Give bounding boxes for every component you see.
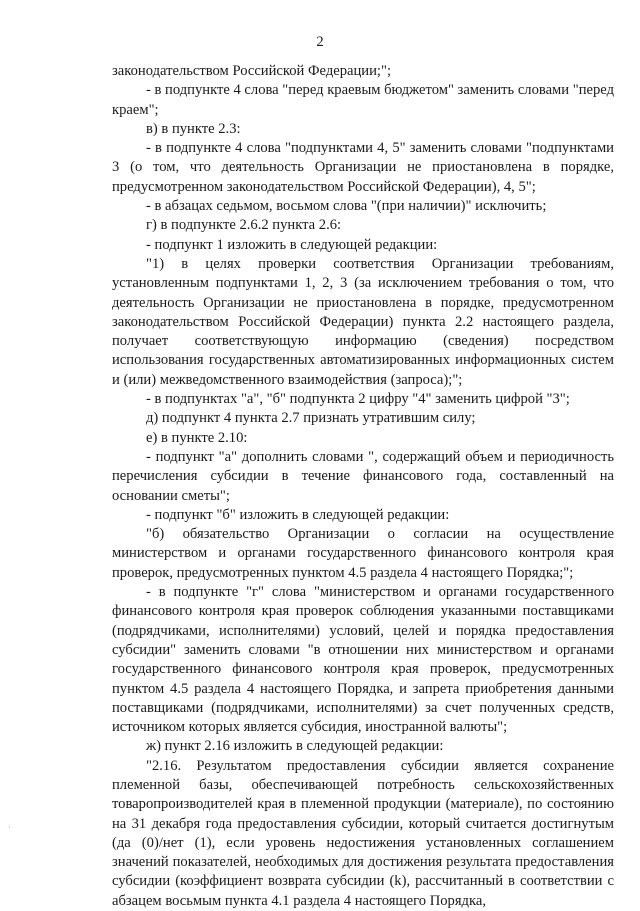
document-body: [112, 62, 614, 911]
paragraph: - подпункт "б" изложить в следующей редакции:: [146, 506, 450, 523]
paragraph: - подпункт "а" дополнить словами ", содержащий объем и периодичность перечисления субсидии в течение финансового года, составленный на основании сметы";: [112, 448, 614, 504]
paragraph: г) в подпункте 2.6.2 пункта 2.6:: [146, 217, 342, 234]
paragraph: - в подпункте "г" слова "министерством и органами государственного финансового контроля края проверок соблюдения указанными поставщиками (подрядчиками, исполнителями) условий, целей и порядка предоставления субсидии" заменить словами "в отношении них министерством и органами государственного финансового контроля края проверок, предусмотренных пунктом 4.5 раздела 4 настоящего Порядка, и запрета приобретения данными поставщиками (подрядчиками, исполнителями) за счет полученных средств, источником которых является субсидия, иностранной валюты";: [112, 584, 614, 736]
paragraph: ж) пункт 2.16 изложить в следующей редакции:: [146, 738, 444, 755]
paragraph: - в подпункте 4 слова "перед краевым бюджетом" заменить словами "перед краем";: [112, 82, 614, 118]
paragraph: в) в пункте 2.3:: [146, 120, 241, 137]
paragraph: "1) в целях проверки соответствия Организации требованиям, установленным подпунктами 1, 2, 3 (за исключением требования о том, что деятельность Организации не приостановлена в порядке, предусмотренном законодательством Российской Федерации) пункта 2.2 настоящего раздела, получает соответствующую информацию (сведения) посредством использования государственных автоматизированных информационных систем и (или) межведомственного взаимодействия (запроса);";: [112, 255, 614, 388]
page-number: 2: [316, 34, 324, 50]
paragraph: "б) обязательство Организации о согласии на осуществление министерством и органами государственного финансового контроля края проверок, предусмотренных пунктом 4.5 раздела 4 настоящего Порядка;";: [112, 526, 614, 581]
margin-mark: ·: [8, 823, 11, 832]
paragraph: - в абзацах седьмом, восьмом слова "(при наличии)" исключить;: [146, 198, 547, 215]
paragraph: - в подпунктах "а", "б" подпункта 2 цифру "4" заменить цифрой "3";: [146, 391, 570, 408]
paragraph: - подпункт 1 изложить в следующей редакции:: [146, 236, 438, 253]
paragraph: д) подпункт 4 пункта 2.7 признать утратившим силу;: [146, 410, 476, 427]
paragraph: законодательством Российской Федерации;";: [112, 63, 391, 79]
paragraph: - в подпункте 4 слова "подпунктами 4, 5" заменить словами "подпунктами 3 (о том, что деятельность Организации не приостановлена в порядке, предусмотренном законодательством Российской Федерации), 4, 5";: [112, 140, 614, 195]
paragraph: е) в пункте 2.10:: [146, 429, 248, 446]
paragraph: "2.16. Результатом предоставления субсидии является сохранение племенной базы, обеспечивающей потребность сельскохозяйственных товаропроизводителей края в племенной продукции (материале), по состоянию на 31 декабря года предоставления субсидии, который считается достигнутым (да (0)/нет (1), если уровень недостижения установленных соглашением значений показателей, необходимых для достижения результата предоставления субсидии (коэффициент возврата субсидии (k), рассчитанный в соответствии с абзацем восьмым пункта 4.1 раздела 4 настоящего Порядка,: [112, 757, 614, 909]
